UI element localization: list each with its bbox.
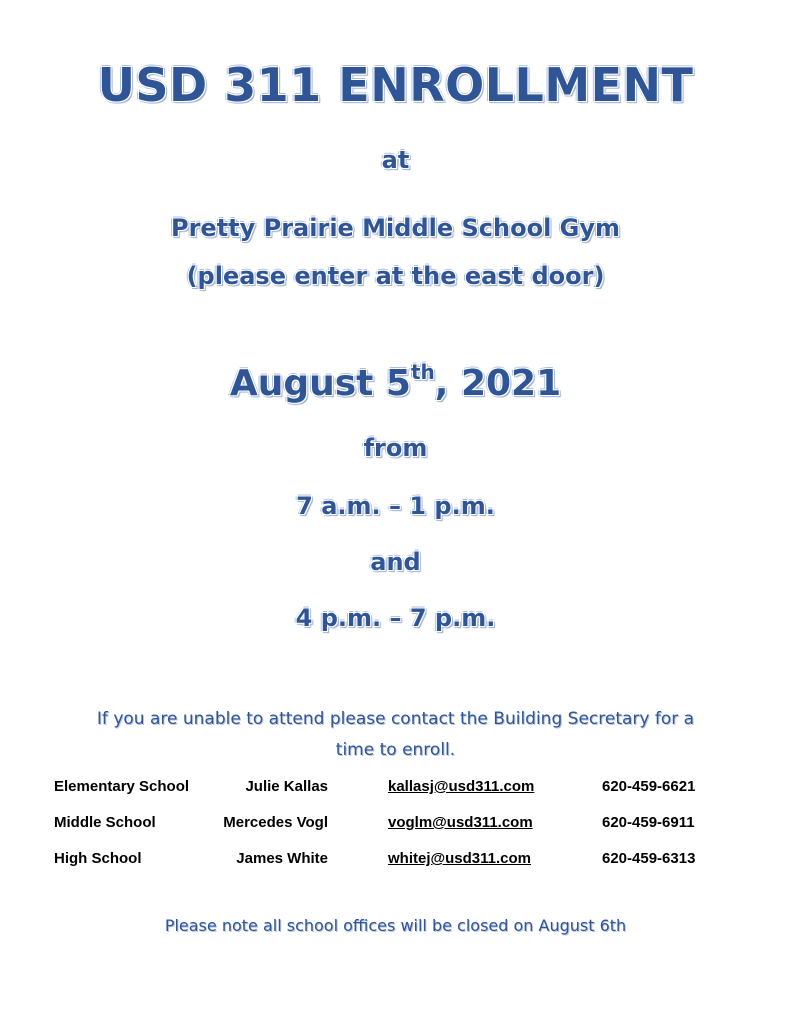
contact-phone: 620-459-6621 — [602, 778, 696, 795]
notice-line-2: time to enroll. — [335, 740, 456, 760]
date-year: , 2021 — [434, 363, 562, 404]
page-title: USD 311 ENROLLMENT — [97, 58, 694, 112]
and-text: and — [370, 548, 421, 576]
from-text: from — [363, 434, 428, 462]
contact-row — [54, 778, 744, 814]
contact-name: Julie Kallas — [245, 778, 328, 795]
date-suffix: th — [410, 360, 435, 384]
event-date — [0, 360, 791, 404]
date-main: August 5 — [229, 363, 411, 404]
time-slot-1: 7 a.m. – 1 p.m. — [296, 492, 495, 520]
contact-notice — [40, 704, 751, 766]
venue-name: Pretty Prairie Middle School Gym — [170, 214, 621, 242]
contact-phone: 620-459-6313 — [602, 850, 696, 867]
contact-row — [54, 850, 744, 886]
contact-email-link[interactable]: kallasj@usd311.com — [388, 778, 535, 795]
contact-name: James White — [236, 850, 328, 867]
contact-school: Middle School — [54, 814, 156, 831]
time-slot-2: 4 p.m. – 7 p.m. — [295, 604, 496, 632]
contact-email-link[interactable]: voglm@usd311.com — [388, 814, 533, 831]
contact-row — [54, 814, 744, 850]
contact-phone: 620-459-6911 — [602, 814, 695, 831]
contact-name: Mercedes Vogl — [223, 814, 328, 831]
contact-school: High School — [54, 850, 142, 867]
closure-note: Please note all school offices will be closed on August 6th — [164, 916, 627, 935]
contact-school: Elementary School — [54, 778, 190, 795]
venue-entrance-note: (please enter at the east door) — [186, 262, 605, 290]
contact-email-link[interactable]: whitej@usd311.com — [388, 850, 532, 867]
venue — [0, 204, 791, 300]
notice-line-1: If you are unable to attend please contact the Building Secretary for a — [96, 709, 695, 729]
at-text: at — [381, 146, 410, 174]
contacts-table — [54, 778, 744, 886]
